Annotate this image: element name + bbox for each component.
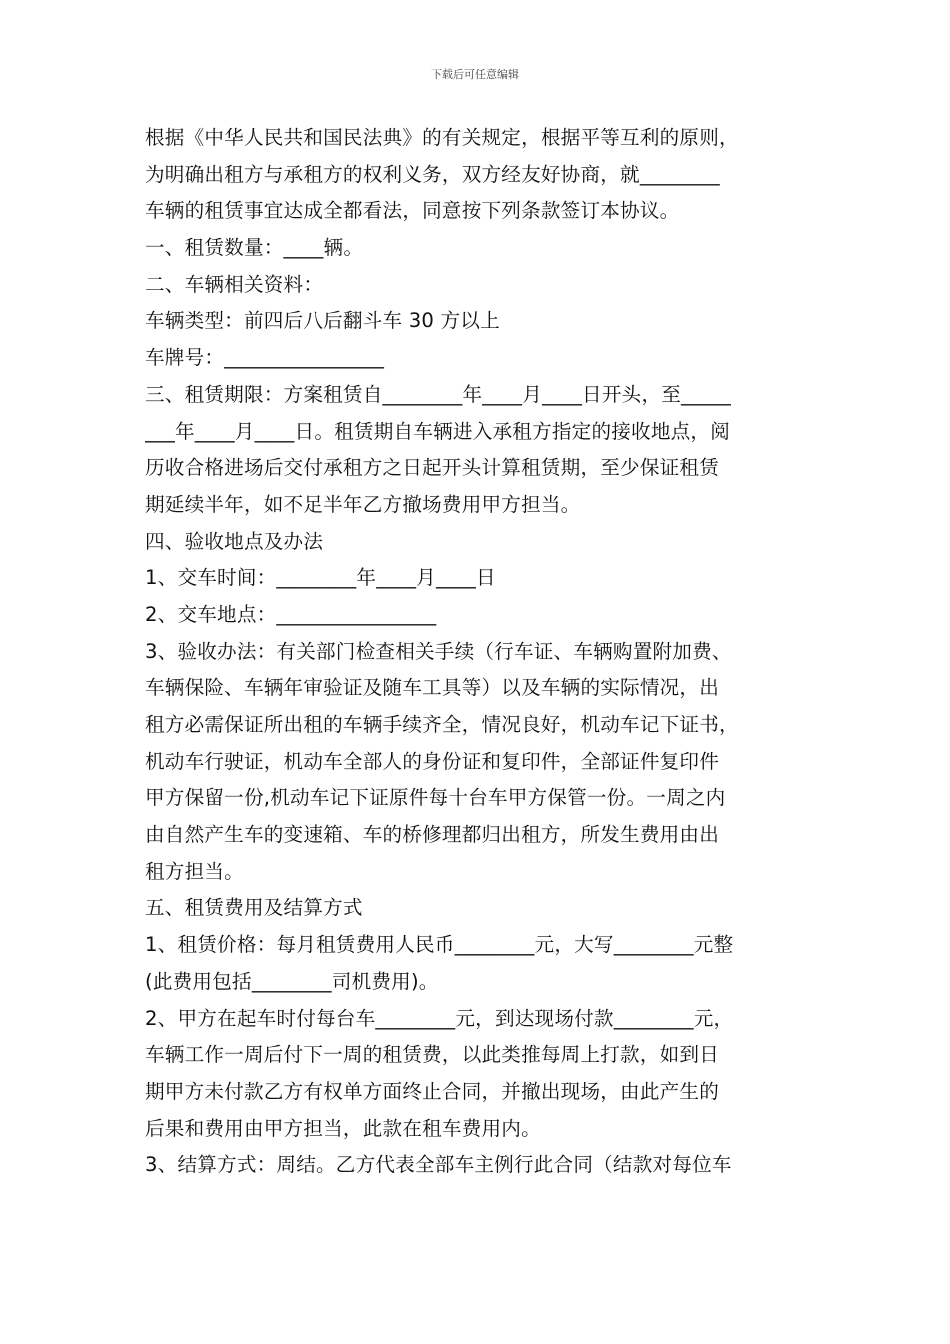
- text-line: 车牌号：________________: [145, 346, 385, 370]
- text-line: 租方必需保证所出租的车辆手续齐全，情况良好，机动车记下证书，: [145, 713, 739, 736]
- text-line: 四、验收地点及办法: [145, 529, 324, 553]
- text-line: 三、租赁期限：方案租赁自________年____月____日开头，至_____: [145, 382, 732, 406]
- text-line: 后果和费用由甲方担当，此款在租车费用内。: [145, 1116, 541, 1140]
- text-line: ___年____月____日。租赁期自车辆进入承租方指定的接收地点，阅: [145, 419, 731, 443]
- text-line: 由自然产生车的变速箱、车的桥修理都归出租方，所发生费用由出: [145, 823, 720, 847]
- text-line: 1、交车时间：________年____月____日: [145, 566, 496, 590]
- text-line: 1、租赁价格：每月租赁费用人民币________元，大写________元整: [145, 933, 734, 957]
- text-line: 机动车行驶证，机动车全部人的身份证和复印件，全部证件复印件: [145, 749, 720, 773]
- text-line: 3、结算方式：周结。乙方代表全部车主例行此合同（结款对每位车: [145, 1153, 732, 1177]
- text-line: 五、租赁费用及结算方式: [145, 896, 363, 920]
- text-line: 历收合格进场后交付承租方之日起开头计算租赁期，至少保证租赁: [145, 456, 720, 480]
- text-line: 期延续半年，如不足半年乙方撤场费用甲方担当。: [145, 492, 581, 516]
- text-line: 为明确出租方与承租方的权利义务，双方经友好协商，就________: [145, 162, 720, 186]
- text-line: 根据《中华人民共和国民法典》的有关规定，根据平等互利的原则，: [145, 126, 739, 149]
- text-line: 一、租赁数量：____辆。: [145, 236, 364, 260]
- text-line: 二、车辆相关资料：: [145, 272, 324, 296]
- text-line: 车辆工作一周后付下一周的租赁费，以此类推每周上打款，如到日: [145, 1043, 720, 1067]
- text-line: 甲方保留一份,机动车记下证原件每十台车甲方保管一份。一周之内: [145, 786, 726, 810]
- document-body: [145, 120, 835, 1184]
- text-line: 车辆类型：前四后八后翻斗车 30 方以上: [145, 309, 500, 333]
- text-line: 车辆保险、车辆年审验证及随车工具等）以及车辆的实际情况，出: [145, 676, 720, 700]
- text-line: 车辆的租赁事宜达成全都看法，同意按下列条款签订本协议。: [145, 199, 680, 223]
- text-line: 3、验收办法：有关部门检查相关手续（行车证、车辆购置附加费、: [145, 639, 732, 663]
- text-line: 2、交车地点：________________: [145, 602, 437, 626]
- text-line: 2、甲方在起车时付每台车________元，到达现场付款________元，: [145, 1006, 734, 1030]
- text-line: (此费用包括________司机费用)。: [145, 969, 439, 993]
- text-line: 租方担当。: [145, 859, 244, 883]
- text-line: 期甲方未付款乙方有权单方面终止合同，并撤出现场，由此产生的: [145, 1079, 720, 1103]
- page-header: 下载后可任意编辑: [431, 68, 519, 81]
